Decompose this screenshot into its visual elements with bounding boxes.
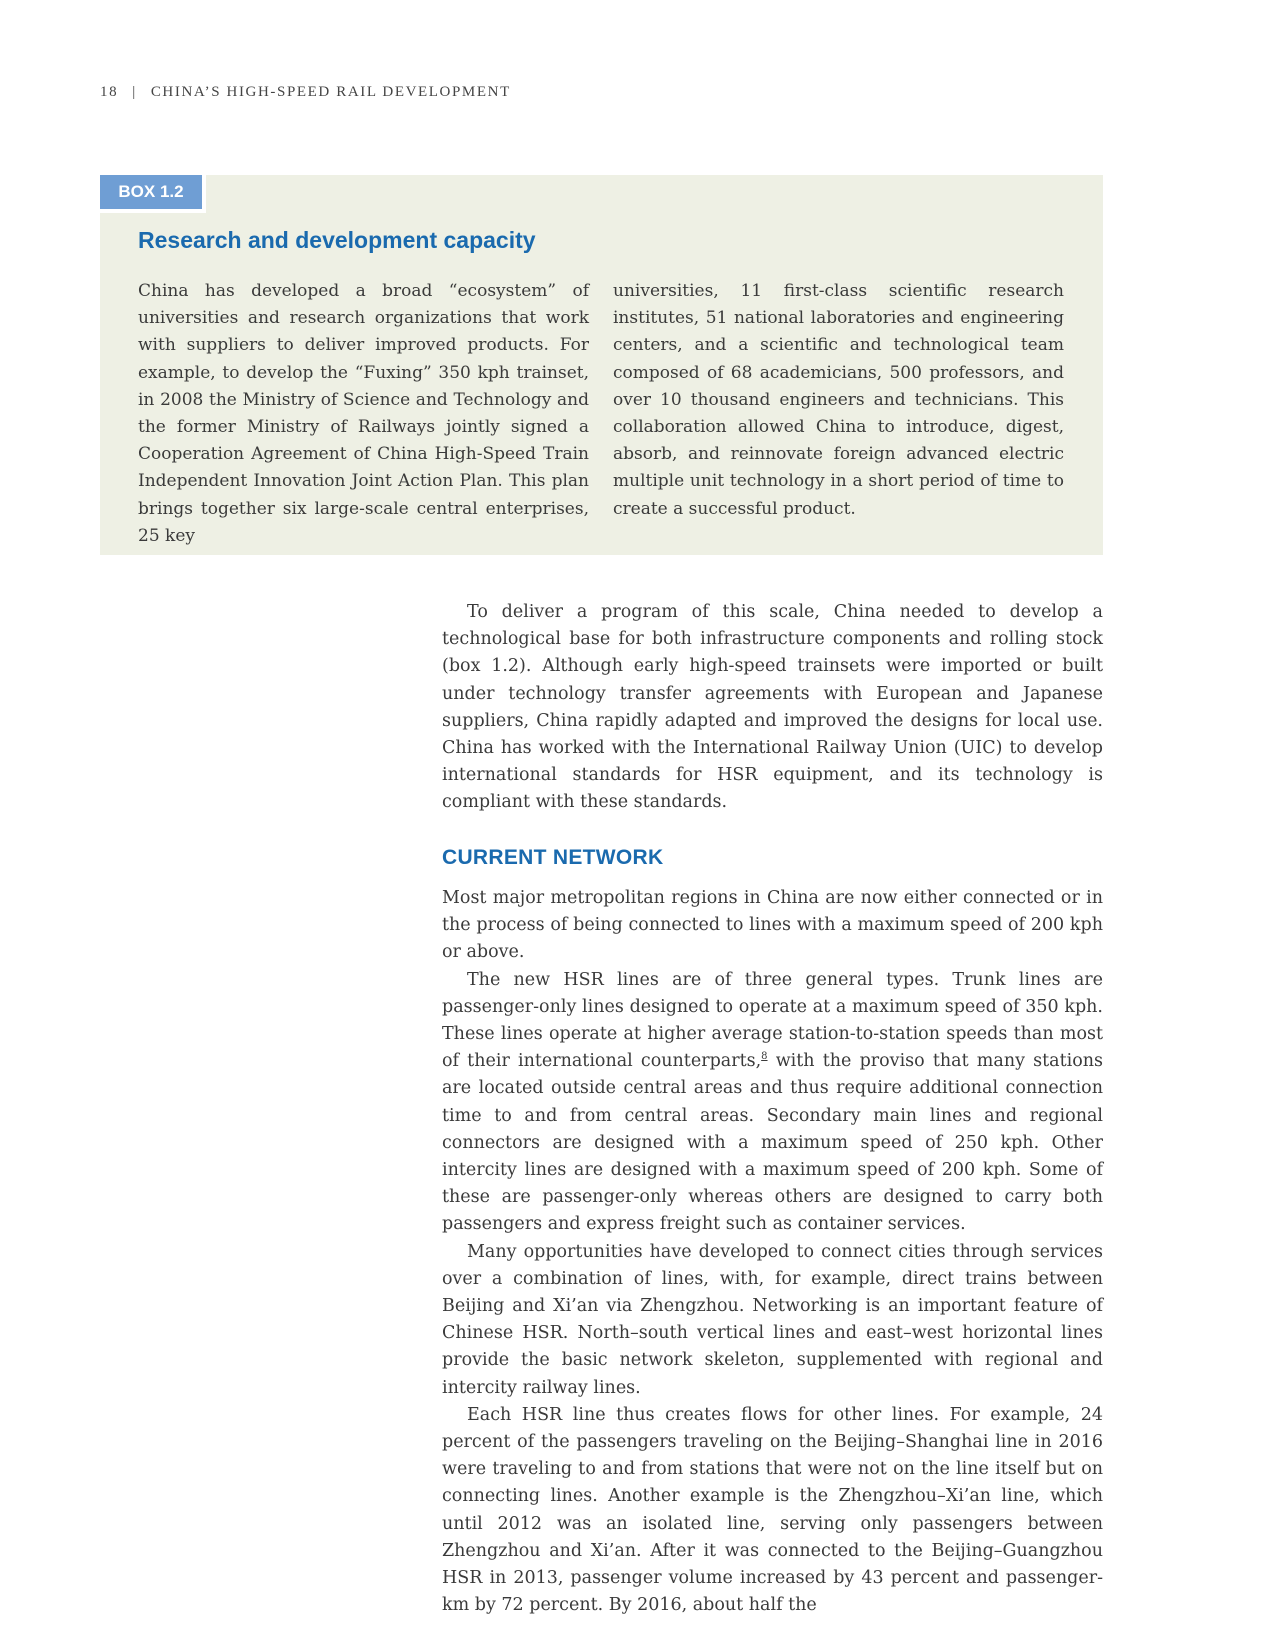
box-column-right: universities, 11 first-class scientific research institutes, 51 national laboratories and engineering centers, and a scientific and technological team composed of 68 academicians, 500 professors, and over 10 thousand engineers and technicians. This collaboration allowed China to introduce, digest, absorb, and reinnovate foreign advanced electric multiple unit technology in a short period of time to create a successful product.: [613, 281, 1064, 519]
footnote-link[interactable]: 8: [761, 1051, 768, 1063]
paragraph-text: The new HSR lines are of three general types. Trunk lines are passenger-only lines designed to operate at a maximum speed of 350 kph. These lines operate at higher average station-to-station speeds than most of their international counterparts,: [442, 969, 1103, 1072]
page-number: 18: [100, 84, 119, 100]
intro-paragraph: To deliver a program of this scale, China needed to develop a technological base for both infrastructure components and rolling stock (box 1.2). Although early high-speed trainsets were imported or built under technology transfer agreements with European and Japanese suppliers, China rapidly adapted and improved the designs for local use. China has worked with the International Railway Union (UIC) to develop international standards for HSR equipment, and its technology is compliant with these standards.: [442, 602, 1103, 813]
running-head: [100, 84, 511, 101]
box-column-left: China has developed a broad “ecosystem” of universities and research organizations that work with suppliers to deliver improved products. For example, to develop the “Fuxing” 350 kph trainset, in 2008 the Ministry of Science and Technology and the former Ministry of Railways jointly signed a Cooperation Agreement of China High-Speed Train Independent Innovation Joint Action Plan. This plan brings together six large-scale central enterprises, 25 key: [138, 281, 589, 546]
section-heading: CURRENT NETWORK: [442, 846, 664, 869]
paragraph: Most major metropolitan regions in China are now either connected or in the process of being connected to lines with a maximum speed of 200 kph or above.: [442, 888, 1103, 963]
paragraph: Each HSR line thus creates flows for other lines. For example, 24 percent of the passengers traveling on the Beijing–Shanghai line in 2016 were traveling to and from stations that were not on the line itself but on connecting lines. Another example is the Zhengzhou–Xi’an line, which until 2012 was an isolated line, serving only passengers between Zhengzhou and Xi’an. After it was connected to the Beijing–Guangzhou HSR in 2013, passenger volume increased by 43 percent and passenger-km by 72 percent. By 2016, about half the: [442, 1404, 1103, 1616]
box-1-2: [100, 175, 1103, 555]
running-head-separator: |: [132, 84, 137, 100]
box-tag: BOX 1.2: [100, 175, 206, 213]
paragraph: Many opportunities have developed to connect cities through services over a combination of lines, with, for example, direct trains between Beijing and Xi’an via Zhengzhou. Networking is an important feature of Chinese HSR. North–south vertical lines and east–west horizontal lines provide the basic network skeleton, supplemented with regional and intercity railway lines.: [442, 1241, 1103, 1398]
current-network-body: [442, 885, 1103, 1619]
running-head-title: CHINA’S HIGH-SPEED RAIL DEVELOPMENT: [150, 84, 511, 100]
intro-section: [442, 599, 1103, 817]
paragraph: [442, 967, 1103, 1239]
paragraph-text: with the proviso that many stations are located outside central areas and thus require additional connection time to and from central areas. Secondary main lines and regional connectors are designed with a maximum speed of 250 kph. Other intercity lines are designed with a maximum speed of 200 kph. Some of these are passenger-only whereas others are designed to carry both passengers and express freight such as container services.: [442, 1051, 1104, 1235]
box-title: Research and development capacity: [138, 227, 536, 253]
